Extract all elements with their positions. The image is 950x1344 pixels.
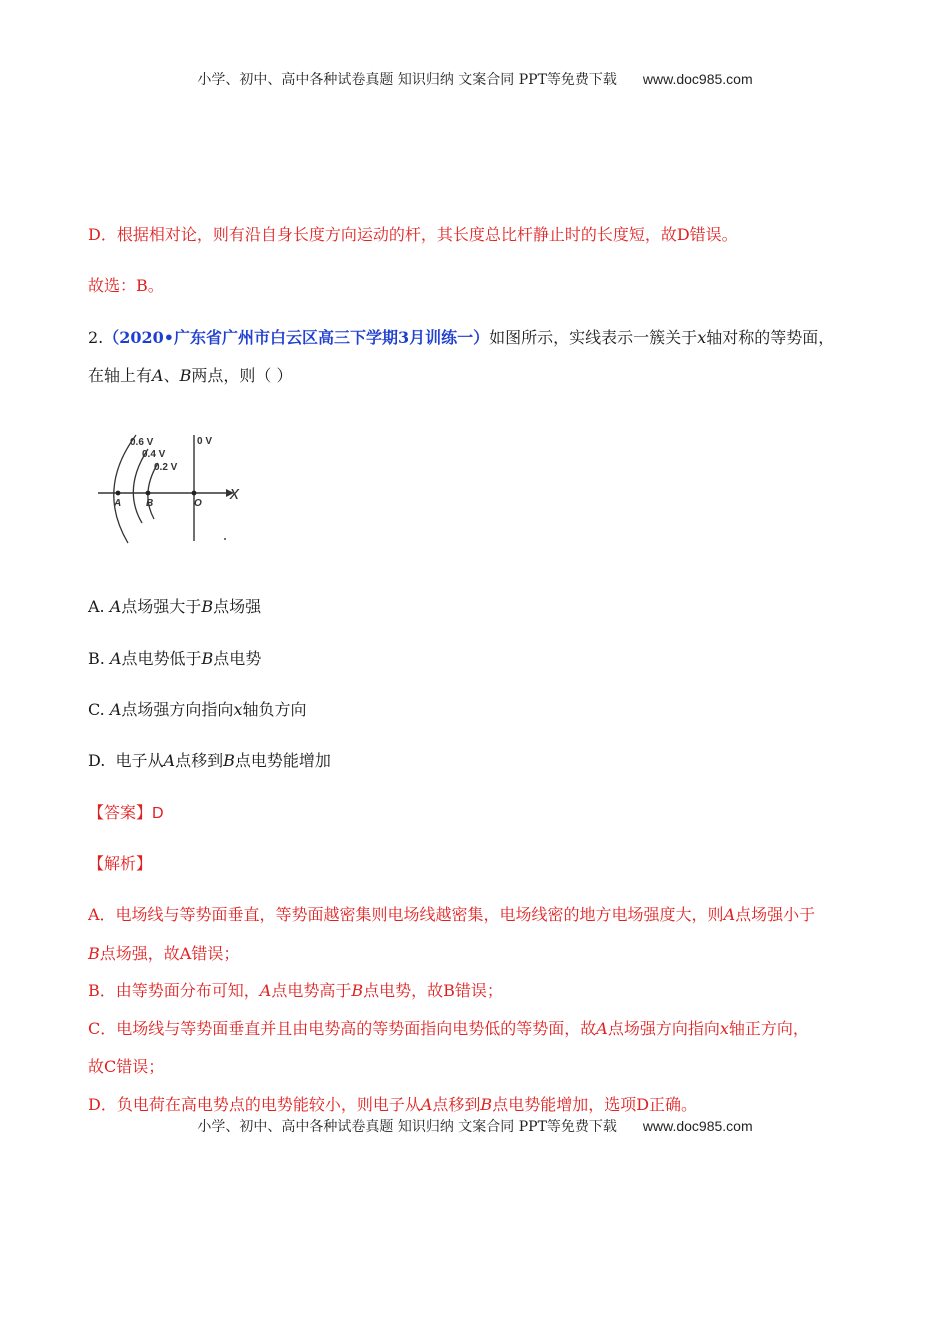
label-o: O [194, 498, 202, 509]
analysis-b [88, 978, 503, 1001]
option-text: 电子从 [115, 751, 164, 770]
analysis-c-line-1 [88, 1016, 809, 1039]
analysis-text: 轴正方向， [728, 1019, 809, 1038]
option-var: A [109, 700, 122, 719]
question-source: （2020•广东省广州市白云区高三下学期3月训练一） [103, 328, 490, 347]
page-footer [0, 1116, 950, 1136]
analysis-a-line-1 [88, 902, 815, 925]
analysis-var: A [420, 1095, 433, 1114]
analysis-text: 点场强，故A错误； [99, 944, 240, 963]
option-prefix: A. [88, 597, 105, 616]
label-x-axis: x [230, 483, 239, 503]
analysis-text: 点电势高于 [271, 981, 352, 1000]
point-a-dot [116, 491, 121, 496]
option-var: A [163, 751, 176, 770]
option-var: x [233, 700, 243, 719]
label-0v: 0 V [197, 436, 213, 447]
analysis-text: 点移到 [432, 1095, 481, 1114]
stray-dot [224, 538, 226, 540]
option-prefix: C. [88, 700, 105, 719]
option-d[interactable] [88, 748, 331, 771]
analysis-var: A [723, 905, 736, 924]
prev-option-d-explanation: D．根据相对论，则有沿自身长度方向运动的杆，其长度总比杆静止时的长度短，故D错误。 [88, 225, 738, 244]
analysis-a-line-2 [88, 941, 239, 964]
analysis-var: B [480, 1095, 493, 1114]
point-o-dot [192, 491, 197, 496]
stem-text: 两点，则（ ） [191, 366, 293, 385]
label-a: A [114, 498, 122, 509]
answer-line [88, 800, 164, 823]
analysis-text: B．由等势面分布可知， [88, 981, 260, 1000]
stem-text: 轴对称的等势面， [706, 328, 835, 347]
analysis-text: 点场强方向指向 [607, 1019, 720, 1038]
analysis-text: 点电势，故B错误； [363, 981, 503, 1000]
option-c[interactable] [88, 697, 306, 720]
question-stem-line-2 [88, 363, 292, 386]
label-b: B [146, 498, 154, 509]
stem-text: 、 [163, 366, 180, 385]
option-text: 点电势能增加 [234, 751, 331, 770]
equipotential-0.6v [114, 435, 136, 543]
question-number: 2. [88, 328, 104, 347]
analysis-text: C．电场线与等势面垂直并且由电势高的等势面指向电势低的等势面，故 [88, 1019, 597, 1038]
option-prefix: B. [88, 649, 105, 668]
analysis-var: B [351, 981, 364, 1000]
header-text: 小学、初中、高中各种试卷真题 知识归纳 文案合同 PPT等免费下载 [197, 72, 617, 88]
page-header [0, 69, 950, 89]
option-a[interactable] [88, 594, 261, 617]
option-var: B [201, 597, 214, 616]
point-b-dot [146, 491, 151, 496]
option-var: A [109, 597, 122, 616]
option-text: 轴负方向 [242, 700, 307, 719]
option-var: A [109, 649, 122, 668]
option-text: 点场强方向指向 [121, 700, 234, 719]
analysis-d [88, 1092, 697, 1115]
analysis-label: 【解析】 [88, 854, 153, 873]
analysis-var: A [259, 981, 272, 1000]
answer-label: 【答案】 [88, 803, 153, 822]
stem-var-x: x [697, 328, 707, 347]
analysis-text: 点场强小于 [735, 905, 816, 924]
stem-var-a: A [152, 366, 164, 385]
label-0.6v: 0.6 V [130, 437, 154, 448]
option-b[interactable] [88, 646, 261, 669]
equipotential-0.4v [133, 449, 148, 523]
option-prefix: D. [88, 751, 106, 770]
stem-text: 在轴上有 [88, 366, 153, 385]
option-text: 点移到 [175, 751, 224, 770]
analysis-text: A．电场线与等势面垂直，等势面越密集则电场线越密集，电场线密的地方电场强度大，则 [88, 905, 724, 924]
footer-site: www.doc985.com [642, 1118, 753, 1134]
option-text: 点场强大于 [121, 597, 202, 616]
option-text: 点电势低于 [121, 649, 202, 668]
stem-text: 如图所示，实线表示一簇关于 [489, 328, 698, 347]
question-stem-line-1 [88, 325, 834, 348]
analysis-var: B [88, 944, 100, 963]
analysis-var: A [596, 1019, 608, 1038]
option-text: 点场强 [213, 597, 262, 616]
option-var: B [223, 751, 235, 770]
option-text: 点电势 [213, 649, 262, 668]
stem-var-b: B [179, 366, 192, 385]
equipotential-figure [96, 427, 252, 547]
footer-text: 小学、初中、高中各种试卷真题 知识归纳 文案合同 PPT等免费下载 [197, 1119, 617, 1135]
analysis-var: x [719, 1019, 729, 1038]
answer-value: D [152, 805, 164, 822]
option-var: B [201, 649, 214, 668]
label-0.2v: 0.2 V [154, 462, 178, 473]
prev-choice: 故选：B。 [88, 276, 164, 295]
header-site: www.doc985.com [642, 71, 753, 87]
analysis-c-line-2: 故C错误； [88, 1057, 165, 1076]
analysis-text: D．负电荷在高电势点的电势能较小，则电子从 [88, 1095, 421, 1114]
analysis-text: 点电势能增加，选项D正确。 [492, 1095, 698, 1114]
label-0.4v: 0.4 V [142, 449, 166, 460]
